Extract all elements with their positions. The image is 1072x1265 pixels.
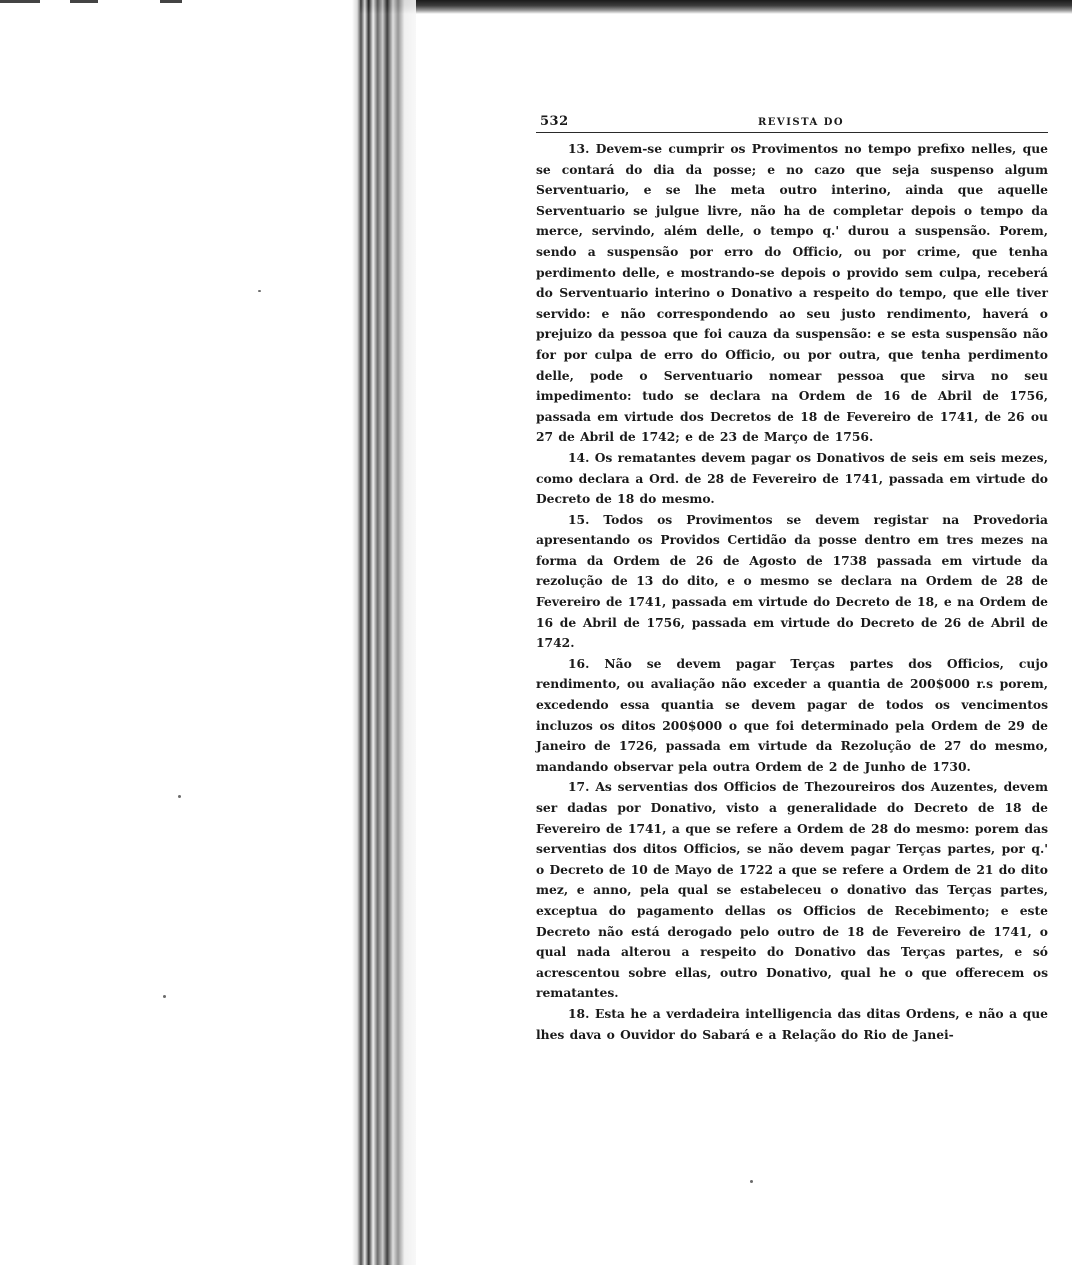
paragraph-18 (536, 1004, 1048, 1045)
paragraph-text: Esta he a verdadeira intelligencia das ditas Ordens, e não a que lhes dava o Ouvidor do Sabará e a Relação do Rio de Janei- (536, 1005, 1049, 1042)
paragraph-number: 14. (568, 449, 590, 465)
paragraph-13 (536, 139, 1048, 448)
paragraph-text: Todos os Provimentos se devem registar na Provedoria apresentando os Providos Certidão da posse dentro em tres mezes na forma da Ordem de 26 de Agosto de 1738 passada em virtude da rezolução de 13 do dito, e o mesmo se declara na Ordem de 28 de Fevereiro de 1741, passada em virtude do Decreto de 18, e na Ordem de 16 de Abril de 1756, passada em virtude do Decreto de 26 de Abril de 1742. (536, 511, 1048, 651)
scan-edge-mark (160, 0, 182, 3)
paragraph-text: Não se devem pagar Terças partes dos Officios, cujo rendimento, ou avaliação não exceder a quantia de 200$000 r.s porem, excedendo essa quantia se devem pagar de todos os vencimentos incluzos os ditos 200$000 o que foi determinado pela Ordem de 29 de Janeiro de 1726, passada em virtude da Rezolução de 27 do mesmo, mandando observar pela outra Ordem de 2 de Junho de 1730. (536, 655, 1048, 774)
page-top-shadow (360, 0, 1072, 14)
scan-edge-mark (0, 0, 40, 3)
paragraph-number: 15. (568, 511, 590, 527)
paragraph-16 (536, 654, 1048, 778)
paragraph-number: 18. (568, 1005, 590, 1021)
paragraph-number: 16. (568, 655, 590, 671)
running-head: REVISTA DO (758, 117, 845, 128)
paragraph-14 (536, 448, 1048, 510)
paragraph-text: As serventias dos Officios de Thezoureiros dos Auzentes, devem ser dadas por Donativo, visto a generalidade do Decreto de 18 de Fevereiro de 1741, a que se refere a Ordem de 28 do mesmo: porem das serventias dos ditos Officios, se não devem pagar Terças partes, por q.' o Decreto de 10 de Mayo de 1722 a que se refere a Ordem de 21 do dito mez, e anno, pela qual se estabeleceu o donativo das Terças partes, exceptua do pagamento dellas os Officios de Recebimento; e este Decreto não está derogado pelo outro de 18 de Fevereiro de 1741, o qual nada alterou a respeito do Donativo das Terças partes, e só acrescentou sobre ellas, outro Donativo, qual he o que offerecem os rematantes. (536, 779, 1048, 1001)
blank-facing-page (0, 0, 362, 1265)
book-gutter (352, 0, 416, 1265)
page-number: 532 (540, 114, 569, 129)
paragraph-17 (536, 777, 1048, 1004)
scan-edge-mark (70, 0, 98, 3)
page-header (536, 110, 1048, 133)
paper-speck (750, 1180, 753, 1183)
paragraph-number: 13. (568, 141, 590, 156)
paragraph-number: 17. (568, 779, 590, 795)
page-body (536, 139, 1048, 1045)
paper-speck (178, 795, 181, 798)
paper-speck (258, 290, 261, 292)
paragraph-text: Os rematantes devem pagar os Donativos de seis em seis mezes, como declara a Ord. de 28 de Fevereiro de 1741, passada em virtude do Decreto de 18 do mesmo. (536, 449, 1049, 507)
paper-speck (163, 995, 166, 998)
printed-page (536, 110, 1048, 1045)
paragraph-15 (536, 510, 1048, 654)
paragraph-text: Devem-se cumprir os Provimentos no tempo prefixo nelles, que se contará do dia da posse; e no cazo que seja suspenso algum Serventuario, e se lhe meta outro interino, ainda que aquelle Serventuario se julgue livre, não ha de completar depois o tempo da merce, servindo, além delle, o tempo q.' durou a suspensão. Porem, sendo a suspensão por erro do Officio, ou por crime, que tenha perdimento delle, e mostrando-se depois o provido sem culpa, receberá do Serventuario interino o Donativo a respeito do tempo, que elle tiver servido: e não correspondendo ao seu justo rendimento, haverá o prejuizo da pessoa que foi cauza da suspensão: e se esta suspensão não for por culpa de erro do Officio, ou por outra, que tenha perdimento delle, pode o Serventuario nomear pessoa que sirva no seu impedimento: tudo se declara na Ordem de 16 de Abril de 1756, passada em virtude dos Decretos de 18 de Fevereiro de 1741, de 26 ou 27 de Abril de 1742; e de 23 de Março de 1756. (536, 141, 1049, 445)
